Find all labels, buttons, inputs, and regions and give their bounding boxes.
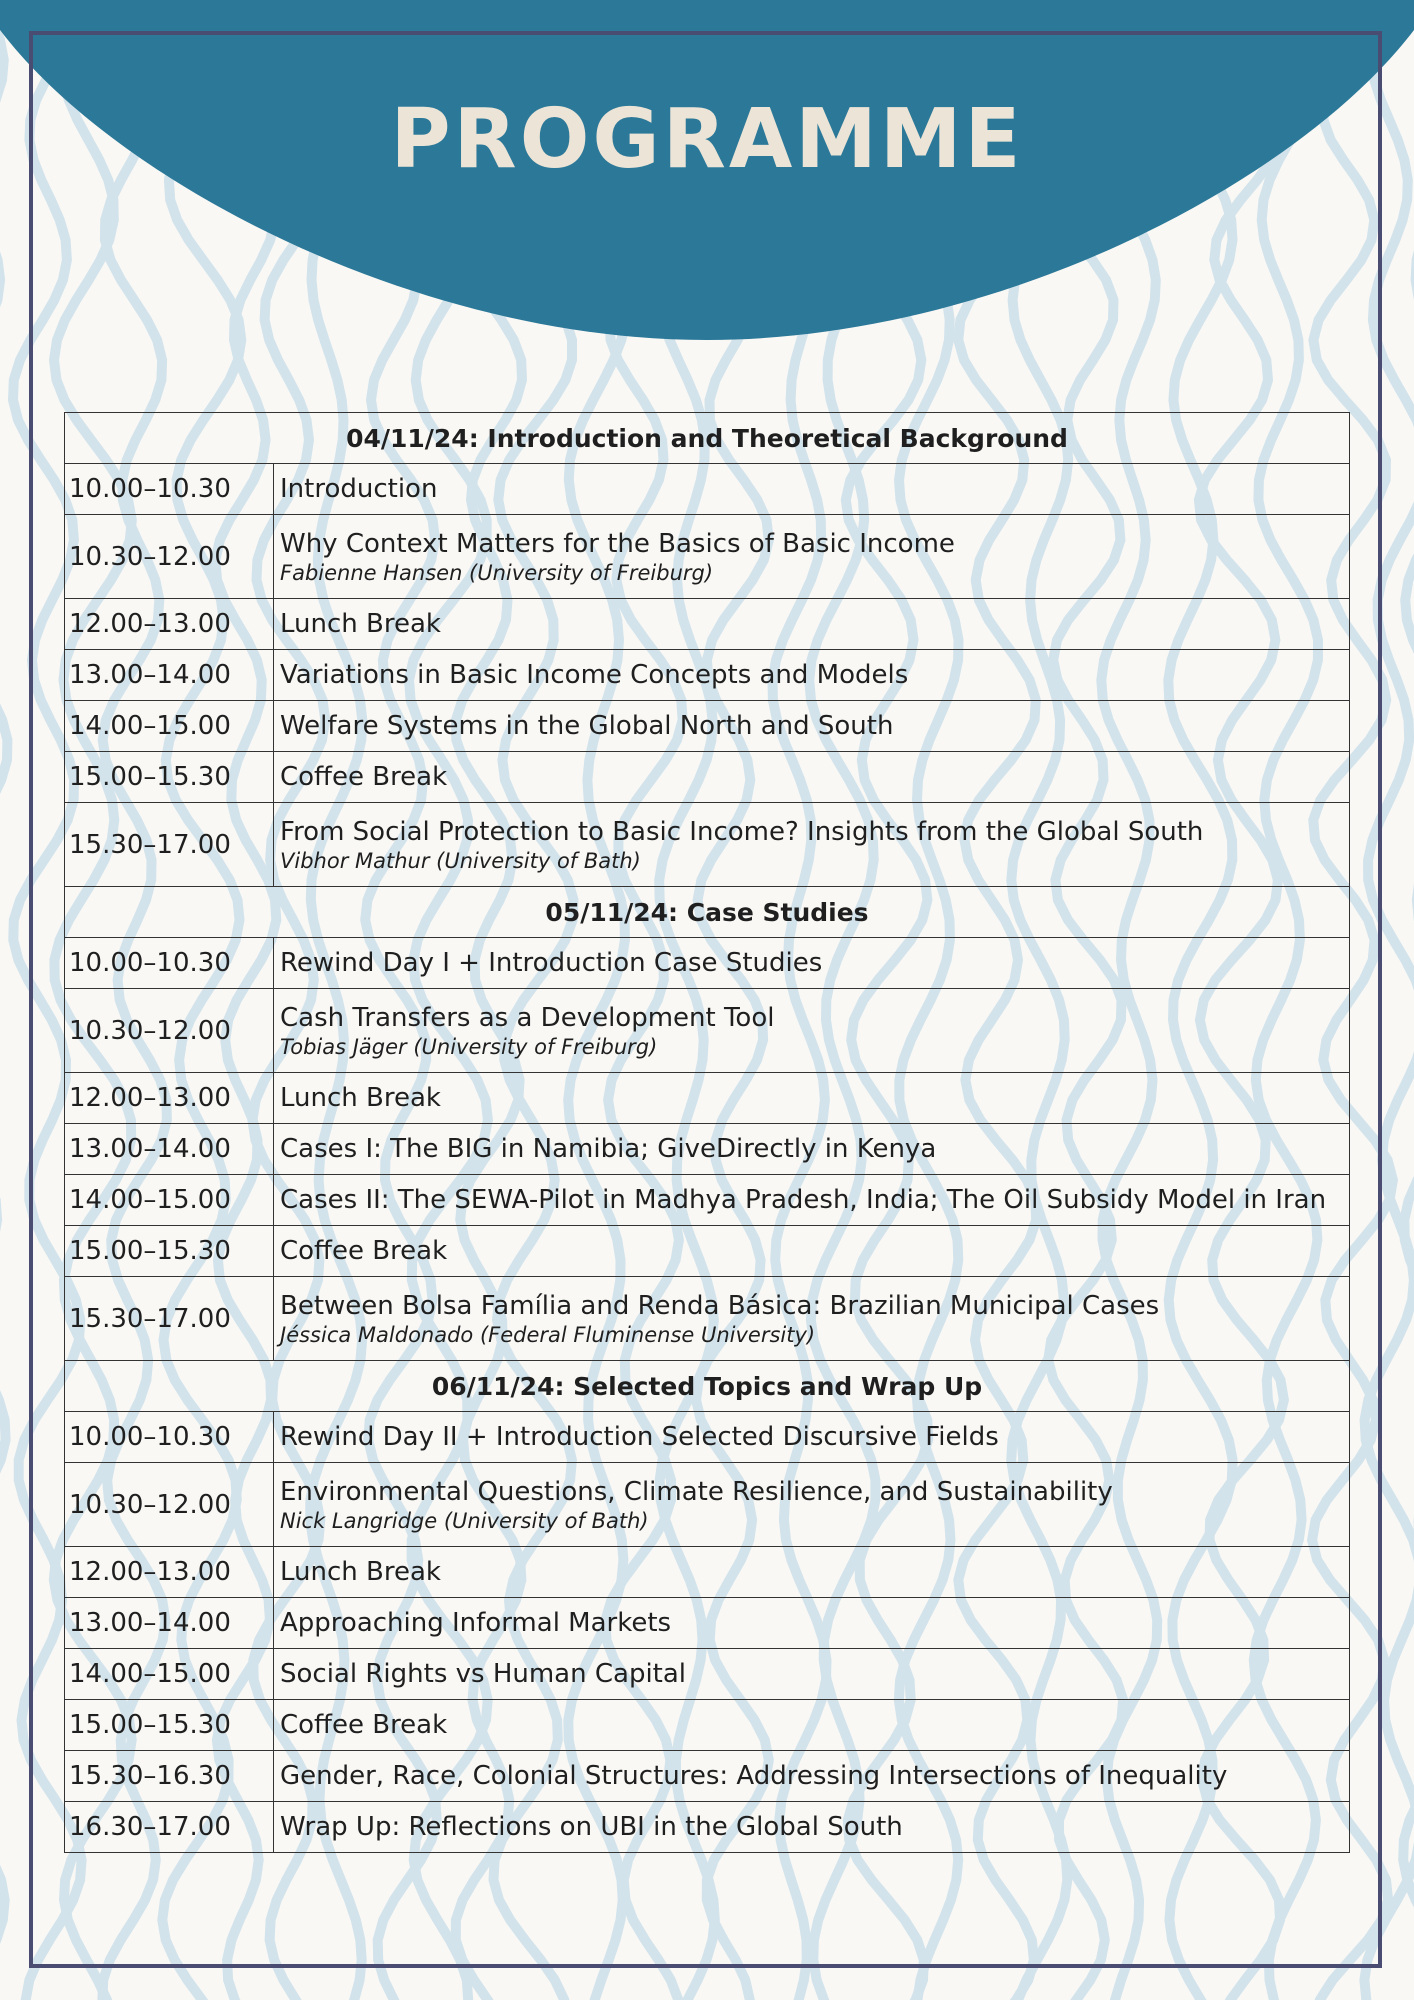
session-row <box>65 1751 1350 1802</box>
session-cell <box>274 938 1350 989</box>
session-cell <box>274 989 1350 1073</box>
session-time: 10.30–12.00 <box>65 1463 274 1547</box>
session-time: 16.30–17.00 <box>65 1802 274 1853</box>
session-time: 10.00–10.30 <box>65 1412 274 1463</box>
session-cell <box>274 1547 1350 1598</box>
session-cell <box>274 1073 1350 1124</box>
session-time: 14.00–15.00 <box>65 1175 274 1226</box>
session-row <box>65 1700 1350 1751</box>
session-speaker: Tobias Jäger (University of Freiburg) <box>280 1034 658 1059</box>
session-row <box>65 1802 1350 1853</box>
session-cell <box>274 1226 1350 1277</box>
session-row <box>65 701 1350 752</box>
session-title: Lunch Break <box>280 1083 441 1113</box>
session-cell <box>274 701 1350 752</box>
session-cell <box>274 1412 1350 1463</box>
session-title: Between Bolsa Família and Renda Básica: Brazilian Municipal Cases <box>280 1290 1160 1321</box>
session-title: Rewind Day II + Introduction Selected Discursive Fields <box>280 1422 999 1452</box>
session-time: 10.30–12.00 <box>65 989 274 1073</box>
session-row <box>65 464 1350 515</box>
session-time: 12.00–13.00 <box>65 1547 274 1598</box>
session-title: Cash Transfers as a Development Tool <box>280 1002 775 1033</box>
session-title: Variations in Basic Income Concepts and Models <box>280 660 909 690</box>
wave-line <box>0 0 7 2000</box>
session-time: 15.00–15.30 <box>65 1700 274 1751</box>
session-time: 12.00–13.00 <box>65 599 274 650</box>
session-title: Social Rights vs Human Capital <box>280 1659 687 1689</box>
session-title: Coffee Break <box>280 1236 448 1266</box>
session-row <box>65 938 1350 989</box>
session-time: 10.00–10.30 <box>65 938 274 989</box>
session-row <box>65 1124 1350 1175</box>
session-row <box>65 803 1350 887</box>
session-title: Lunch Break <box>280 1557 441 1587</box>
session-speaker: Fabienne Hansen (University of Freiburg) <box>280 560 714 585</box>
day-heading: 05/11/24: Case Studies <box>65 887 1350 938</box>
session-time: 14.00–15.00 <box>65 1649 274 1700</box>
session-row <box>65 1547 1350 1598</box>
session-cell <box>274 1649 1350 1700</box>
session-cell <box>274 515 1350 599</box>
day-header-row <box>65 1361 1350 1412</box>
session-cell <box>274 1463 1350 1547</box>
session-row <box>65 989 1350 1073</box>
session-row <box>65 1073 1350 1124</box>
day-heading: 06/11/24: Selected Topics and Wrap Up <box>65 1361 1350 1412</box>
session-row <box>65 1226 1350 1277</box>
session-time: 13.00–14.00 <box>65 1124 274 1175</box>
session-cell <box>274 650 1350 701</box>
session-time: 14.00–15.00 <box>65 701 274 752</box>
session-cell <box>274 1802 1350 1853</box>
wave-line <box>1403 0 1414 2000</box>
session-time: 15.00–15.30 <box>65 1226 274 1277</box>
session-time: 15.00–15.30 <box>65 752 274 803</box>
session-cell <box>274 1124 1350 1175</box>
session-title: Rewind Day I + Introduction Case Studies <box>280 948 823 978</box>
session-speaker: Jéssica Maldonado (Federal Fluminense University) <box>280 1322 816 1347</box>
session-title: Approaching Informal Markets <box>280 1608 672 1638</box>
session-cell <box>274 1598 1350 1649</box>
session-title: Wrap Up: Reflections on UBI in the Global South <box>280 1812 903 1842</box>
session-time: 10.30–12.00 <box>65 515 274 599</box>
session-cell <box>274 803 1350 887</box>
session-time: 10.00–10.30 <box>65 464 274 515</box>
session-row <box>65 650 1350 701</box>
day-heading: 04/11/24: Introduction and Theoretical Background <box>65 413 1350 464</box>
session-row <box>65 1277 1350 1361</box>
session-row <box>65 1463 1350 1547</box>
session-time: 15.30–17.00 <box>65 803 274 887</box>
day-header-row <box>65 413 1350 464</box>
day-header-row <box>65 887 1350 938</box>
session-title: Cases II: The SEWA-Pilot in Madhya Pradesh, India; The Oil Subsidy Model in Iran <box>280 1185 1327 1215</box>
session-title: Environmental Questions, Climate Resilience, and Sustainability <box>280 1476 1113 1507</box>
session-cell <box>274 1175 1350 1226</box>
session-row <box>65 1412 1350 1463</box>
session-time: 15.30–16.30 <box>65 1751 274 1802</box>
session-time: 12.00–13.00 <box>65 1073 274 1124</box>
session-title: Welfare Systems in the Global North and South <box>280 711 894 741</box>
session-time: 13.00–14.00 <box>65 650 274 701</box>
session-speaker: Nick Langridge (University of Bath) <box>280 1508 649 1533</box>
session-title: Coffee Break <box>280 762 448 792</box>
session-time: 13.00–14.00 <box>65 1598 274 1649</box>
session-cell <box>274 464 1350 515</box>
session-title: Introduction <box>280 474 438 504</box>
session-row <box>65 599 1350 650</box>
session-row <box>65 752 1350 803</box>
session-cell <box>274 1700 1350 1751</box>
session-title: Gender, Race, Colonial Structures: Addressing Intersections of Inequality <box>280 1761 1228 1791</box>
programme-table <box>64 412 1350 1853</box>
session-cell <box>274 1751 1350 1802</box>
session-title: Cases I: The BIG in Namibia; GiveDirectly in Kenya <box>280 1134 937 1164</box>
session-title: Why Context Matters for the Basics of Basic Income <box>280 528 955 559</box>
session-speaker: Vibhor Mathur (University of Bath) <box>280 848 641 873</box>
session-title: From Social Protection to Basic Income? Insights from the Global South <box>280 816 1204 847</box>
session-cell <box>274 1277 1350 1361</box>
session-title: Lunch Break <box>280 609 441 639</box>
session-row <box>65 1649 1350 1700</box>
session-cell <box>274 599 1350 650</box>
session-time: 15.30–17.00 <box>65 1277 274 1361</box>
session-row <box>65 515 1350 599</box>
page-title: PROGRAMME <box>390 92 1024 187</box>
session-row <box>65 1598 1350 1649</box>
session-row <box>65 1175 1350 1226</box>
session-title: Coffee Break <box>280 1710 448 1740</box>
session-cell <box>274 752 1350 803</box>
